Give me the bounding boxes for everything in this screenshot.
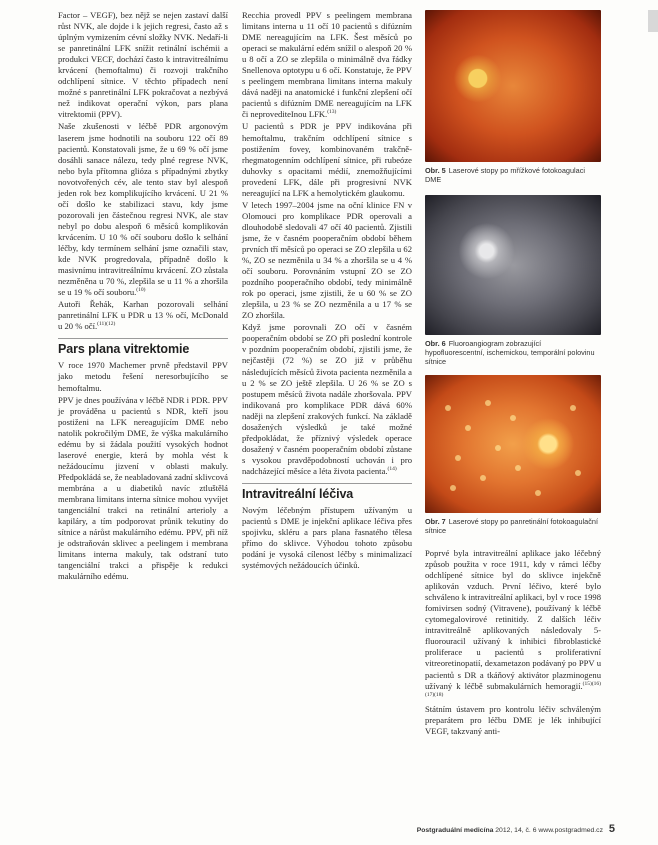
issue-info: 2012, 14, č. 6 — [495, 827, 537, 834]
paragraph: U pacientů s PDR je PPV indikována při hemoftalmu, trakčním odchlípení sítnice s postižením fovey, kombinovaném trakčně-rhegmatogenním odchlípení sítnice, při rubeóze duhovky s opacitami médií, znemožňujícími provedení LFK, dále při progresivní NVK nereagující na LFK a hemolytickém glaukomu. — [242, 121, 412, 198]
section-divider — [242, 483, 412, 484]
paragraph: Naše zkušenosti v léčbě PDR argonovým laserem jsme hodnotili na souboru 122 očí 89 pacientů. Konstatovali jsme, že u 69 % očí jsme dosáhli sanace nálezu, tedy plné regrese NVK, nebo byla přítomna glióza s případnými zbytky novotvořených cév, ale tento stav byl alespoň jeden rok bez komplikujícího krvácení. U 21 % očí došlo ke stabilizaci stavu, kdy jsme pozorovali jen částečnou regresi NVK, ale stav nebyl po dobu alespoň 6 měsíců komplikován krvácením. U 10 % očí souboru došlo k selhání léčby, kdy termínem selhání jsme označili stav, kde NVK progredovala, případně došlo k masivnímu intravitreálnímu krvácení. ZO zůstala nezměněna u 70 %, zlepšila se u 11 % a zhoršila se u 19 % očí souboru.$^{(10)}$ — [58, 121, 228, 298]
section-heading: Pars plana vitrektomie — [58, 342, 190, 357]
retina-photo-laser-grid — [425, 10, 601, 162]
page-footer — [355, 823, 615, 835]
figure-7 — [425, 375, 601, 535]
fluoroangiogram-image — [425, 195, 601, 335]
figure-caption: Obr. 6 Fluoroangiogram zobrazující hypofluorescentní, ischemickou, temporální polovinu sítnice — [425, 339, 595, 366]
journal-url[interactable]: www.postgradmed.cz — [538, 827, 603, 834]
paragraph: Když jsme porovnali ZO očí v časném pooperačním období se ZO při poslední kontrole v pozdním pooperačním období, zjistili jsme, že nejčastěji (72 %) se ZO již v průběhu následujících měsíců života pacienta nezměnila a u 2 % se ZO ještě zlepšila. U 26 % se ZO s postupem měsíců života nadále zhoršovala. PPV indikovaná pro komplikace PDR dává 60% naději na zlepšení zrakových funkcí. Na základě dosažených výsledků je také možné předpokládat, že příznivý výsledek operace dosažený v časném pooperačním období zůstane s vysokou pravděpodobností uchován i pro nadcházející měsíce a léta života pacienta.$^{(14)}$ — [242, 322, 412, 476]
section-heading: Intravitreální léčiva — [242, 486, 354, 501]
page-number: 5 — [608, 823, 615, 835]
figure-6 — [425, 195, 601, 366]
section-divider — [58, 338, 228, 339]
column-middle — [242, 10, 412, 572]
laser-spots — [425, 375, 601, 513]
paragraph: Poprvé byla intravitreální aplikace jako léčebný způsob použita v roce 1911, kdy v rámci léčby odchlípené sítnice byl do sklivce injekčně aplikován vzduch. První léčivo, které bylo schváleno k intravitreální aplikaci, byl v roce 1998 fomivirsen sodný (Vitravene), používaný k léčbě cytomegalovirové retinitidy. Z dalších léčiv intravitreálně aplikovaných následovaly 5-fluorouracil užívaný k inhibici fibroblastické proliferace u pacientů s proliferativní vitreoretinopatií, dexametazon podávaný po PPV u pacientů s DR a tkáňový aktivátor plazminogenu užívaný k léčbě submakulárních hemoragií.$^{(15)(16)(17)(18)}$ — [425, 548, 601, 698]
journal-name: Postgraduální medicína — [416, 827, 494, 834]
column-right — [425, 548, 601, 738]
paragraph: Novým léčebným přístupem užívaným u pacientů s DME je injekční aplikace léčiva přes spojivku, skléru a pars plana řasnatého tělesa přímo do sklivce. Výhodou tohoto způsobu podání je vysoká cílenost léčby s minimalizací systémových nežádoucích účinků. — [242, 505, 412, 571]
column-left — [58, 10, 228, 583]
figure-5 — [425, 10, 601, 184]
paragraph: Recchia provedl PPV s peelingem membrana limitans interna u 11 očí 10 pacientů s difúzním DME nereagujícím na LFK. Šest měsíců po operaci se makulární edém snížil o alespoň 20 % u 8 očí a ZO se zlepšila o minimálně dva řádky Snellenova optotypu u 6 očí. Konstatuje, že PPV s peelingem membrana limitans interna makuly dává naději na anatomické i funkční zlepšení očí pacientů s difúzním DME nereagujícím na LFK či neprovediteInou LFK.$^{(13)}$ — [242, 10, 412, 120]
figure-caption: Obr. 5 Laserové stopy po mřížkové fotokoagulaci DME — [425, 166, 585, 184]
paragraph: V roce 1970 Machemer prvně představil PPV jako metodu řešení neresorbujícího se hemoftalmu. — [58, 360, 228, 393]
paragraph: V letech 1997–2004 jsme na oční klinice FN v Olomouci pro komplikace PDR operovali a dlouhodobě sledovali 47 očí 40 pacientů. Zjistili jsme, že v časném pooperačním období během prvních tří měsíců po operaci se ZO zlepšila u 62 %, ZO se nezměnila u 34 % a zhoršila se u 4 % očí souboru. Porovnáním vstupní ZO se ZO pozdního pooperačního období, tedy minimálně rok po operaci, jsme zjistili, že u 60 % se ZO zlepšila, u 23 % se ZO nezměnila a u 17 % se ZO zhoršila. — [242, 199, 412, 321]
paragraph: PPV je dnes používána v léčbě NDR i PDR. PPV je prováděna u pacientů s NDR, kteří jsou postiženi na LFK nereagujícím DME nebo natolik pokročilým DME, že výška makulárního edému by si žádala použití vysokých hodnot laserové energie, která by mohla vést k nežádoucímu jizvení v oblasti makuly. Předpokládá se, že neabladovaná zadní sklivcová membrána a u diabetiků navíc ztluštělá membrana limitans interna sítnice mohou vyvíjet tangenciální trakci na retinální arterioly a kapiláry, a tím podporovat průnik tekutiny do sítnice a nárůst makulárního edému. PPV, při níž je odstraňován sklivec a peelingem i membrana limitans interna makuly, tak odstraní tuto tangenciální trakci a přispěje k redukci makulárního edému. — [58, 394, 228, 582]
page-edge-tab — [648, 10, 658, 32]
paragraph: Factor – VEGF), bez nějž se nejen zastaví další růst NVK, ale dojde i k jejich regresi, často až s úplným vymizením cévní složky NVK. Nedaří-li se panretinální LFK snížit retinální ischémii a produkci VECF, dochází často k intravitreálnímu krvácení (hemoftalmu) či rozvoji trakčního odchlípení sítnice. V těchto případech není možné s panretinální LFK pokračovat a nezbývá než indikovat operační výkon, pars plana vitrektomii (PPV). — [58, 10, 228, 120]
paragraph: Státním ústavem pro kontrolu léčiv schváleným preparátem pro léčbu DME je lék inhibující VEGF, takzvaný anti- — [425, 703, 601, 736]
figure-caption: Obr. 7 Laserové stopy po panretinální fotokoagulační sítnice — [425, 517, 598, 535]
paragraph: Autoři Řehák, Karhan pozorovali selhání panretinální LFK u PDR u 13 % očí, McDonald u 20 % očí.$^{(11)(12)}$ — [58, 299, 228, 332]
